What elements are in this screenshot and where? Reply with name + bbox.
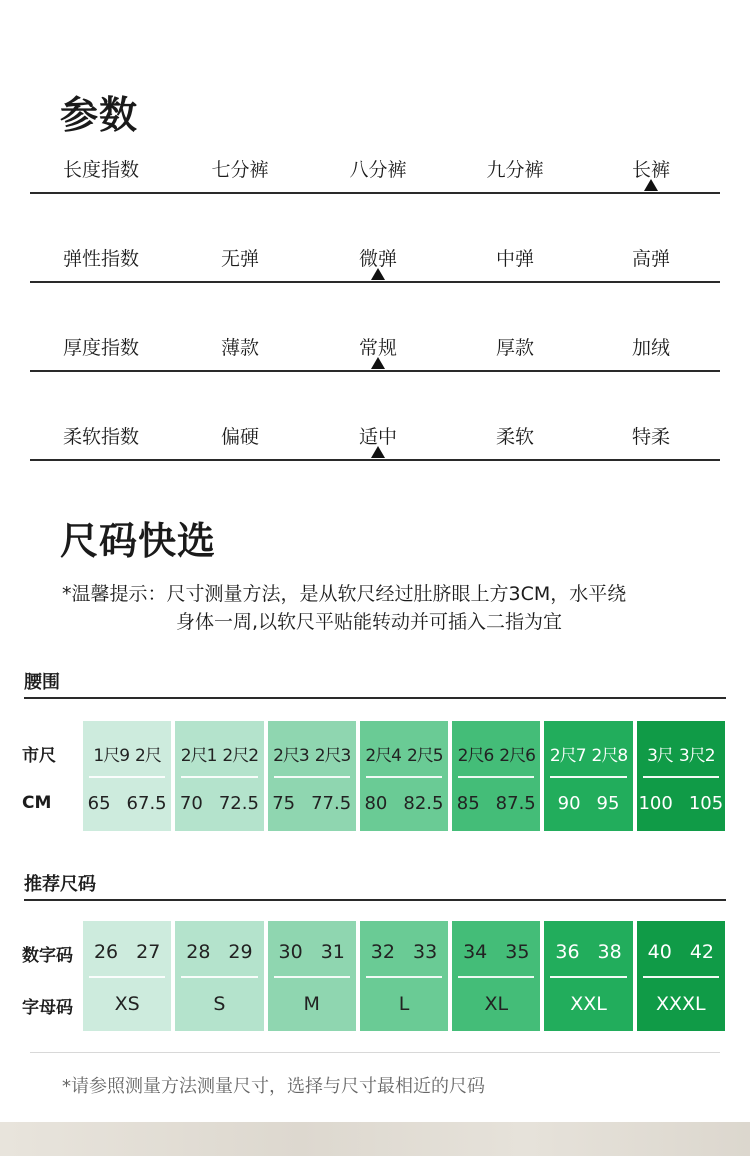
- cm-value: 90: [557, 793, 581, 814]
- letter-size-value-wrap: [637, 993, 725, 1015]
- recommended-size-column: [83, 921, 171, 1031]
- param-option: 厚款: [495, 337, 535, 359]
- cm-value: 70: [179, 793, 203, 814]
- param-option: 常规: [358, 337, 398, 359]
- cm-value: 77.5: [311, 793, 352, 814]
- cm-values: [175, 793, 263, 814]
- cell-divider: [366, 976, 442, 978]
- cell-divider: [89, 776, 165, 778]
- shichi-value: 3尺: [647, 746, 673, 766]
- tip-line-2: 身体一周,以软尺平贴能转动并可插入二指为宜: [176, 611, 563, 633]
- shichi-value: 2尺6: [457, 746, 494, 766]
- cm-value: 105: [688, 793, 724, 814]
- waist-size-column: [360, 721, 448, 831]
- cm-values: [83, 793, 171, 814]
- param-option: 八分裤: [349, 159, 407, 181]
- param-row: [30, 155, 720, 215]
- numeric-size-value: 42: [689, 941, 715, 963]
- shichi-values: [268, 741, 356, 766]
- shichi-values: [637, 741, 725, 766]
- shichi-values: [83, 741, 171, 766]
- param-option: 微弹: [358, 248, 398, 270]
- recommended-size-grid: [83, 921, 725, 1031]
- shichi-value: 2尺3: [273, 746, 309, 766]
- cell-divider: [458, 976, 534, 978]
- shichi-values: [452, 741, 540, 766]
- param-label: 厚度指数: [62, 337, 140, 359]
- param-row-divider: [30, 281, 720, 283]
- measurement-tip: [62, 580, 626, 636]
- cm-value: 75: [272, 793, 296, 814]
- numeric-size-values: [175, 941, 263, 963]
- letter-size-value-wrap: [360, 993, 448, 1015]
- cell-divider: [274, 776, 350, 778]
- cell-divider: [366, 776, 442, 778]
- recommended-size-column: [268, 921, 356, 1031]
- numeric-size-value: 36: [555, 941, 580, 963]
- waist-size-column: [268, 721, 356, 831]
- waist-section-label: 腰围: [24, 672, 60, 693]
- param-option: 加绒: [631, 337, 671, 359]
- param-option: 高弹: [631, 248, 671, 270]
- waist-size-column: [452, 721, 540, 831]
- numeric-size-values: [452, 941, 540, 963]
- param-option: 九分裤: [486, 159, 544, 181]
- footer-divider: [30, 1052, 720, 1053]
- cm-values: [544, 793, 632, 814]
- waist-size-column: [83, 721, 171, 831]
- waist-size-column: [175, 721, 263, 831]
- cm-value: 80: [364, 793, 388, 814]
- cm-value: 87.5: [495, 793, 536, 814]
- numeric-size-values: [544, 941, 632, 963]
- cell-divider: [643, 976, 719, 978]
- param-row: [30, 422, 720, 482]
- param-option: 长裤: [631, 159, 671, 181]
- letter-size-row-label: 字母码: [22, 998, 73, 1018]
- cm-value: 95: [596, 793, 620, 814]
- cell-divider: [181, 976, 257, 978]
- shichi-value: 2尺1: [180, 746, 217, 766]
- shichi-values: [175, 741, 263, 766]
- numeric-size-value: 33: [412, 941, 438, 963]
- recommended-size-column: [544, 921, 632, 1031]
- shichi-value: 2尺: [135, 746, 161, 766]
- bottom-background-band: [0, 1122, 750, 1156]
- recommended-size-column: [637, 921, 725, 1031]
- cm-values: [360, 793, 448, 814]
- shichi-value: 2尺5: [406, 746, 443, 766]
- selected-marker-icon: [371, 357, 385, 369]
- recommended-size-column: [360, 921, 448, 1031]
- params-title: 参数: [60, 93, 139, 137]
- letter-size-value-wrap: [83, 993, 171, 1015]
- numeric-size-value: 34: [463, 941, 488, 963]
- numeric-size-values: [360, 941, 448, 963]
- recommended-size-column: [452, 921, 540, 1031]
- letter-size-value: M: [303, 993, 320, 1015]
- cm-values: [452, 793, 540, 814]
- selected-marker-icon: [371, 446, 385, 458]
- letter-size-value: XS: [114, 993, 140, 1015]
- param-option: 偏硬: [220, 426, 260, 448]
- cell-divider: [550, 776, 626, 778]
- waist-section-divider: [24, 697, 726, 699]
- recommended-size-column: [175, 921, 263, 1031]
- recommended-section-label: 推荐尺码: [24, 874, 96, 895]
- param-row-divider: [30, 192, 720, 194]
- numeric-size-value: 29: [228, 941, 253, 963]
- param-option: 无弹: [220, 248, 260, 270]
- waist-size-grid: [83, 721, 725, 831]
- shichi-value: 3尺2: [678, 746, 715, 766]
- numeric-size-value: 30: [278, 941, 303, 963]
- letter-size-value: XXL: [570, 993, 607, 1015]
- cell-divider: [550, 976, 626, 978]
- numeric-size-value: 40: [647, 941, 672, 963]
- param-label: 柔软指数: [62, 426, 140, 448]
- numeric-size-value: 26: [93, 941, 119, 963]
- shichi-value: 2尺6: [499, 746, 535, 766]
- numeric-size-value: 31: [320, 941, 345, 963]
- shichi-values: [360, 741, 448, 766]
- shichi-row-label: 市尺: [22, 746, 56, 766]
- shichi-value: 2尺7: [549, 746, 586, 766]
- cm-values: [637, 793, 725, 814]
- letter-size-value-wrap: [452, 993, 540, 1015]
- letter-size-value: XL: [484, 993, 509, 1015]
- tip-line-1: *温馨提示：尺寸测量方法，是从软尺经过肚脐眼上方3CM，水平绕: [62, 583, 627, 605]
- cm-value: 65: [87, 793, 111, 814]
- param-row: [30, 333, 720, 393]
- numeric-size-value: 38: [597, 941, 622, 963]
- shichi-values: [544, 741, 632, 766]
- param-row: [30, 244, 720, 304]
- numeric-size-values: [83, 941, 171, 963]
- numeric-size-value: 32: [370, 941, 395, 963]
- cm-row-label: CM: [22, 793, 52, 813]
- param-option: 柔软: [495, 426, 535, 448]
- param-option: 特柔: [631, 426, 671, 448]
- cell-divider: [89, 976, 165, 978]
- numeric-size-values: [268, 941, 356, 963]
- param-option: 七分裤: [211, 159, 269, 181]
- cm-value: 82.5: [403, 793, 444, 814]
- letter-size-value: S: [213, 993, 226, 1015]
- cell-divider: [274, 976, 350, 978]
- cm-values: [268, 793, 356, 814]
- numeric-size-value: 28: [186, 941, 211, 963]
- cm-value: 85: [456, 793, 480, 814]
- shichi-value: 2尺8: [591, 746, 628, 766]
- size-guide-title: 尺码快选: [60, 519, 217, 563]
- param-row-divider: [30, 459, 720, 461]
- shichi-value: 1尺9: [93, 746, 130, 766]
- footer-note: *请参照测量方法测量尺寸，选择与尺寸最相近的尺码: [62, 1076, 485, 1097]
- param-option: 薄款: [220, 337, 260, 359]
- param-option: 适中: [358, 426, 398, 448]
- shichi-value: 2尺3: [314, 746, 351, 766]
- numeric-size-value: 27: [136, 941, 161, 963]
- letter-size-value: XXXL: [656, 993, 706, 1015]
- recommended-section-divider: [24, 899, 726, 901]
- numeric-size-row-label: 数字码: [22, 946, 73, 966]
- letter-size-value-wrap: [175, 993, 263, 1015]
- shichi-value: 2尺2: [222, 746, 259, 766]
- param-label: 长度指数: [62, 159, 140, 181]
- cm-value: 67.5: [126, 793, 167, 814]
- param-row-divider: [30, 370, 720, 372]
- cm-value: 72.5: [218, 793, 259, 814]
- waist-size-column: [637, 721, 725, 831]
- letter-size-value: L: [398, 993, 410, 1015]
- cell-divider: [181, 776, 257, 778]
- waist-size-column: [544, 721, 632, 831]
- shichi-value: 2尺4: [365, 746, 401, 766]
- cm-value: 100: [638, 793, 673, 814]
- cell-divider: [458, 776, 534, 778]
- numeric-size-values: [637, 941, 725, 963]
- param-label: 弹性指数: [62, 248, 140, 270]
- selected-marker-icon: [644, 179, 658, 191]
- letter-size-value-wrap: [544, 993, 632, 1015]
- selected-marker-icon: [371, 268, 385, 280]
- numeric-size-value: 35: [505, 941, 530, 963]
- letter-size-value-wrap: [268, 993, 356, 1015]
- cell-divider: [643, 776, 719, 778]
- param-option: 中弹: [495, 248, 535, 270]
